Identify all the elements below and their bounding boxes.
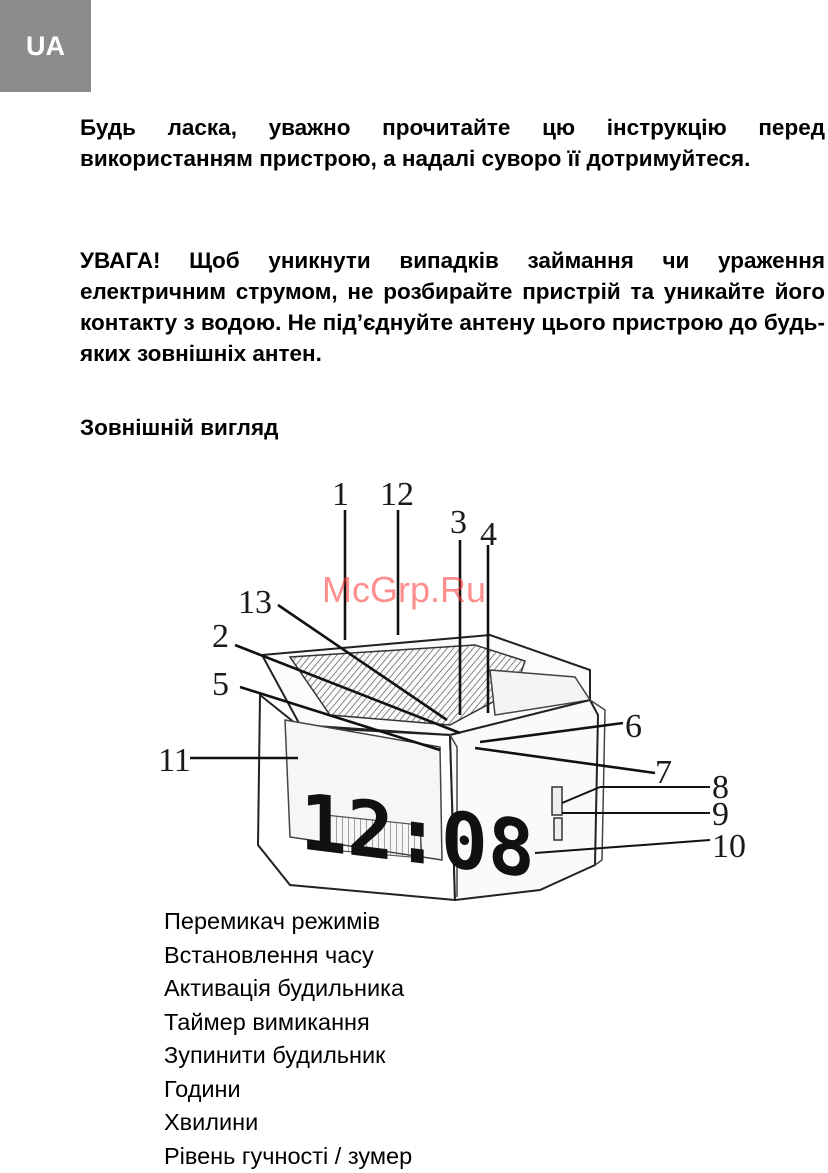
watermark-text: McGrp.Ru (322, 569, 487, 610)
callout-label: 6 (625, 708, 642, 745)
clock-display-time: 12:08 (300, 776, 535, 897)
legend-item: Перемикач режимів (164, 908, 381, 934)
callout-label: 13 (238, 584, 272, 621)
intro-paragraph: Будь ласка, уважно прочитайте цю інструкцію перед використанням пристрою, а надалі суворо її дотримуйтеся. (80, 115, 825, 171)
legend-item: Встановлення часу (164, 941, 374, 968)
clock-radio-diagram (150, 465, 770, 905)
legend-item: Активація будильника (164, 975, 405, 1001)
language-tab (0, 0, 91, 92)
callout-label: 3 (450, 504, 467, 541)
callout-label: 12 (380, 476, 414, 513)
callout-label: 7 (655, 754, 672, 791)
callout-label: 5 (212, 666, 229, 703)
callout-label: 9 (712, 796, 729, 833)
callout-label: 11 (158, 742, 191, 779)
language-code: UA (26, 30, 65, 61)
legend-item: Рівень гучності / зумер (164, 1142, 413, 1169)
legend-item: Хвилини (164, 1109, 259, 1135)
legend-item: Таймер вимикання (164, 1008, 370, 1035)
legend-item: Години (164, 1075, 241, 1102)
callout-label: 4 (480, 516, 497, 553)
callout-label: 2 (212, 618, 229, 655)
warning-paragraph: УВАГА! Щоб уникнути випадків займання чи ураження електричним струмом, не розбирайте пристрій та уникайте його контакту з водою. Не під’єднуйте антену цього пристрою до будь-яких зовнішніх антен. (80, 248, 825, 366)
callout-label: 8 (712, 769, 729, 806)
legend-item: Зупинити будильник (164, 1042, 386, 1068)
section-heading: Зовнішній вигляд (80, 415, 279, 440)
parts-legend (164, 905, 412, 1173)
callout-label: 1 (332, 476, 349, 513)
callout-label: 10 (712, 828, 746, 865)
